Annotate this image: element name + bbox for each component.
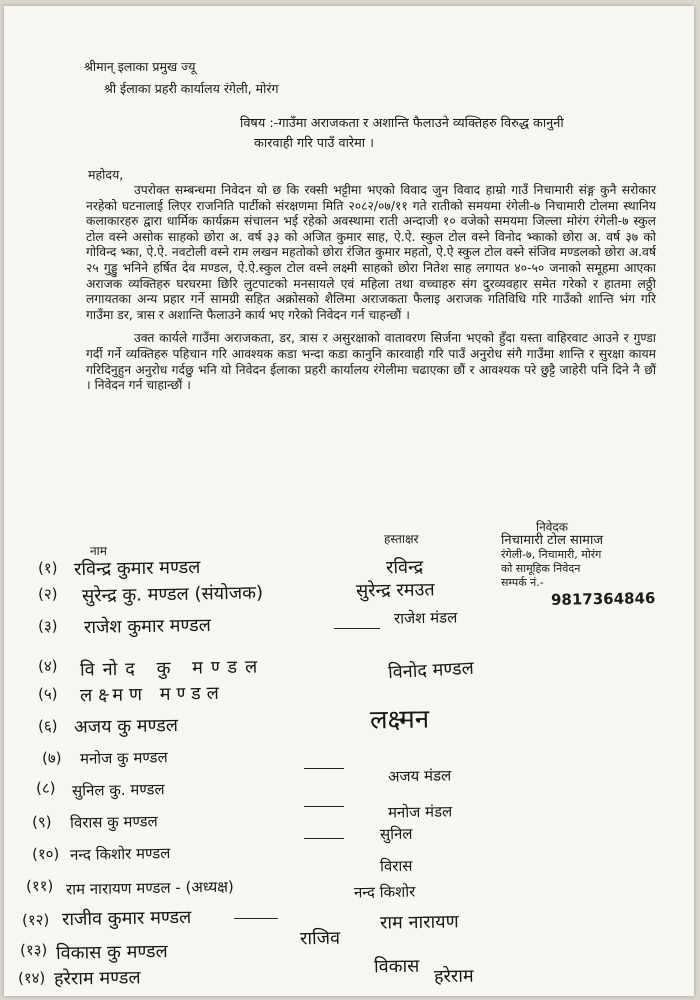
signatory-number: (४): [37, 656, 58, 676]
signatory-signature: विरास: [379, 856, 413, 876]
signatory-signature: लक्ष्मन: [369, 704, 430, 736]
signatory-signature: नन्द किशोर: [353, 882, 416, 902]
signature-column-header: हस्ताक्षर: [384, 532, 419, 546]
salutation: महोदय,: [88, 167, 124, 182]
signatory-number: (७): [41, 748, 62, 768]
signatory-number: (५): [37, 684, 58, 704]
signatory-signature: राजेश मंडल: [393, 608, 458, 628]
subject-line-1: विषय :-गाउँमा अराजकता र अशान्ति फैलाउने व्यक्तिहरु विरुद्ध कानुनी: [240, 116, 564, 131]
applicant-address: रंगेली-७, निचामारी, मोरंग: [501, 548, 602, 561]
separator-dash: [304, 838, 344, 839]
separator-dash: [334, 628, 380, 629]
signatory-number: (१४): [17, 968, 46, 988]
signatory-name: सुरेन्द्र कु. मण्डल (संयोजक): [81, 582, 264, 607]
signatory-signature: सुनिल: [379, 824, 413, 844]
paragraph-2: उक्त कार्यले गाउँमा अराजकता, डर, त्रास र असुरक्षाको वातावरण सिर्जना भएको हुँदा यस्ता वाहिरवाट आउने र गुण्डा गर्दी गर्ने व्यक्तिहरु पहिचान गरि आवश्यक कडा भन्दा कडा कानुनि कारवाही गरि पाउँ अनुरोध संगै गाउँमा शान्ति र सुरक्षा कायम गरिदिनुहुन अनुरोध गर्दछु भनि यो निवेदन ईलाका प्रहरी कार्यालय रंगेलीमा चढाएका छौं र आवश्यक परे छुट्टै जाहेरी पनि दिने नै छौं । निवेदन गर्न चाहान्छौं ।: [86, 331, 656, 393]
signatory-name: हरेराम मण्डल: [53, 967, 141, 990]
signatory-number: (१३): [19, 940, 48, 960]
signatory-signature: हरेराम: [433, 965, 474, 988]
signatory-name: सुनिल कु. मण्डल: [71, 780, 165, 800]
application-letter: [4, 6, 694, 996]
letter-body: [86, 183, 656, 394]
signatory-signature: सुरेन्द्र रमउत: [355, 579, 435, 602]
signatory-number: (९): [31, 812, 52, 832]
applicant-note: को सामूहिक निवेदन: [501, 562, 581, 575]
signatory-name: रविन्द्र कुमार मण्डल: [73, 556, 201, 581]
applicant-block: [501, 520, 603, 590]
signatory-signature: अजय मंडल: [387, 766, 452, 786]
paragraph-1: उपरोक्त सम्बन्धमा निवेदन यो छ कि रक्सी भट्टीमा भएको विवाद जुन विवाद हाम्रो गाउँ निचामारी संङ्ग कुनै सरोकार नरहेको घटनालाई लिएर राजनिति पार्टीको संरक्षणमा मिति २०८२/०७/११ गते रातीको समयमा रंगेली-७ निचामारी टोलमा स्थानिय कलाकारहरु द्वारा धार्मिक कार्यक्रम संचालन भई रहेको अवस्थामा राती अन्दाजी १० वजेको समयमा जिल्ला मोरंग रंगेली-७ स्कुल टोल वस्ने असोक साहको छोरा अ. वर्ष ३३ को अजित कुमार साह, ऐ.ऐ. स्कुल टोल वस्ने विनोद भ्काको छोरा अ. वर्ष ३७ को गोविन्द भ्का, ऐ.ऐ. नवटोली वस्ने राम लखन महतोको छोरा रंजित कुमार महतो, ऐ.ऐ स्कुल टोल वस्ने संजिव मण्डलको छोरा अ.वर्ष २५ गुड्डु भनिने हर्षित देव मण्डल, ऐ.ऐ.स्कुल टोल वस्ने लक्ष्मी साहको छोरा नितेश साह लगायत ४०-५० जनाको समूहमा आएका अराजक व्यक्तिहरु घरघरमा छिरि लुटपाटको मनसायले एवं महिला तथा वच्चाहरु संग दुरव्यवहार समेत गरेको र हातमा लठ्ठी लगायतका अन्य प्रहार गर्ने सामग्री सहित अक्रोसको शैलिमा अराजकता फैलाइ अराजक गतिविधि गरि गाउँको शान्ति भंग गरि गाउँमा डर, त्रास र अशान्ति फैलाउने कार्य भए गरेको निवेदन गर्न चाहन्छौं ।: [86, 183, 656, 322]
signatory-name: नन्द किशोर मण्डल: [69, 844, 171, 864]
signatory-name: मनोज कु मण्डल: [79, 748, 168, 768]
signatory-name: राजीव कुमार मण्डल: [61, 906, 192, 931]
applicant-title: निवेदक: [535, 520, 568, 534]
signatory-signature: विकास: [373, 955, 420, 978]
separator-dash: [234, 918, 278, 919]
addressee-line-2: श्री ईलाका प्रहरी कार्यालय रंगेली, मोरंग: [104, 81, 279, 96]
signatory-name: विरास कु मण्डल: [69, 812, 158, 832]
signatory-number: (१०): [31, 844, 60, 864]
signatory-number: (१२): [21, 910, 50, 930]
signatory-signature: राजिव: [299, 927, 341, 950]
signatory-name: राम नारायण मण्डल - (अध्यक्ष): [65, 877, 234, 899]
contact-number: 9817364846: [550, 589, 656, 609]
name-column-header: नाम: [90, 544, 107, 558]
signatory-signature: विनोद मण्डल: [387, 657, 475, 684]
separator-dash: [304, 806, 344, 807]
separator-dash: [304, 768, 344, 769]
subject-line-2: कारवाही गरि पाउँ वारेमा ।: [254, 136, 375, 151]
signatory-name: विनोद कु मण्डल: [79, 656, 266, 681]
signatory-name: लक्ष्मण मण्डल: [79, 682, 226, 707]
signatory-number: (२): [37, 584, 58, 604]
signatory-number: (१): [37, 558, 58, 578]
signatory-signature: रविन्द्र: [385, 556, 424, 579]
signatory-signature: राम नारायण: [379, 911, 459, 934]
signatory-number: (३): [37, 616, 58, 636]
addressee-line-1: श्रीमान् इलाका प्रमुख ज्यू: [84, 59, 196, 74]
signatory-name: राजेश कुमार मण्डल: [83, 614, 212, 639]
applicant-contact-label: सम्पर्क नं.-: [501, 576, 544, 589]
signatory-name: विकास कु मण्डल: [55, 941, 168, 964]
signatory-name: अजय कु मण्डल: [73, 715, 179, 738]
signatory-number: (८): [35, 778, 56, 798]
signatory-signature: मनोज मंडल: [387, 802, 453, 822]
signatory-number: (११): [25, 876, 54, 896]
signatory-number: (६): [37, 716, 58, 736]
applicant-org: निचामारी टोल सामाज: [501, 533, 603, 548]
